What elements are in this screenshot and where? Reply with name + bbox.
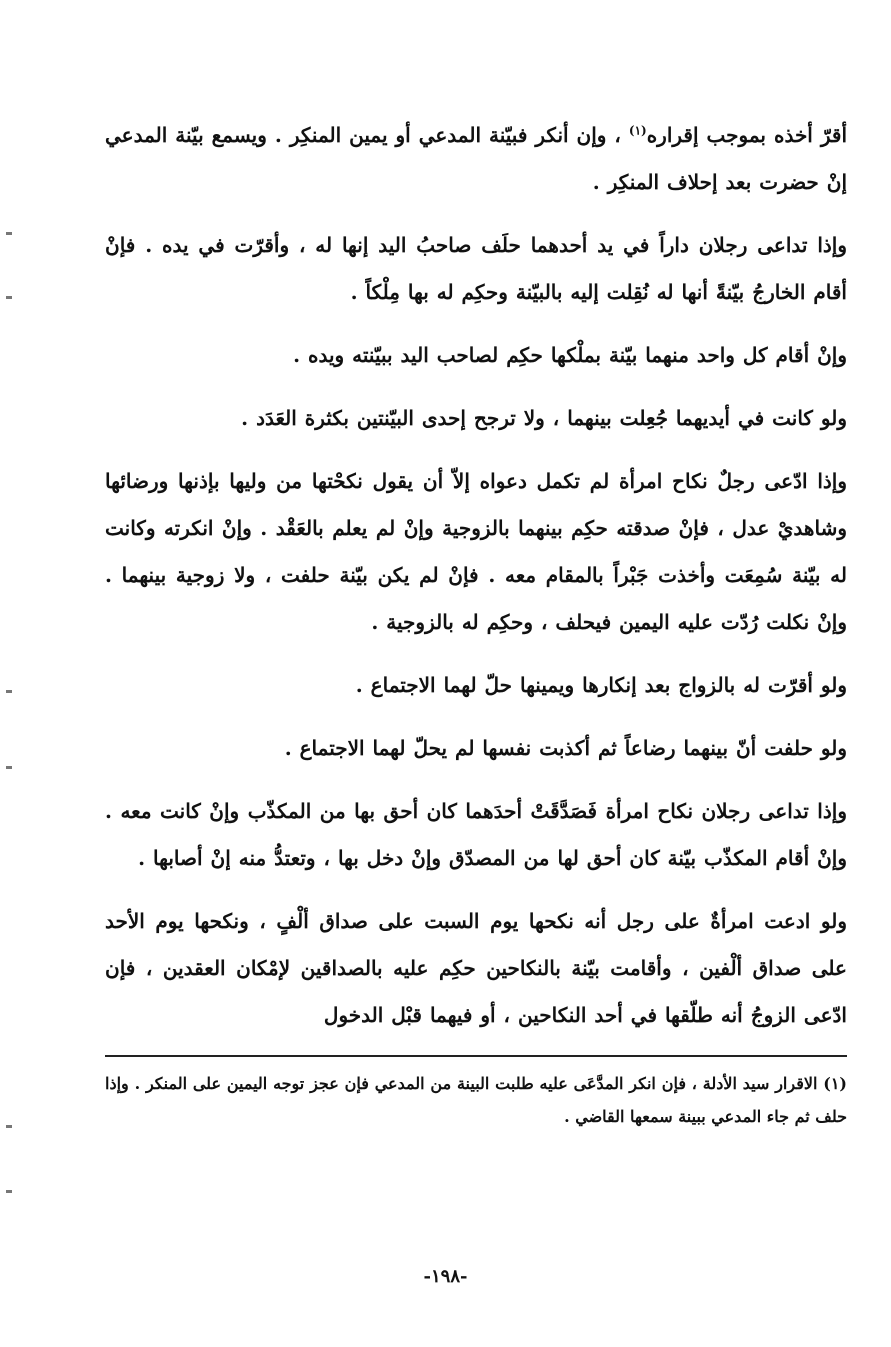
margin-mark bbox=[6, 232, 12, 235]
paragraph-5: وإذا ادّعى رجلٌ نكاح امرأة لم تكمل دعواه إلاّ أن يقول نكحْتها من وليها بإذنها ورضائها وشاهديْ عدل ، فإنْ صدقته حكِم بينهما بالزوجية وإنْ لم يعلم بالعَقْد . وإنْ انكرته وكانت له بيّنة سُمِعَت وأخذت جَبْراً بالمقام معه . فإنْ لم يكن بيّنة حلفت ، ولا زوجية بينهما . وإنْ نكلت رُدّت عليه اليمين فيحلف ، وحكِم له بالزوجية . bbox=[105, 469, 847, 634]
margin-mark bbox=[6, 1125, 12, 1128]
margin-mark bbox=[6, 1190, 12, 1193]
paragraph-4: ولو كانت في أيديهما جُعِلت بينهما ، ولا ترجح إحدى البيّنتين بكثرة العَدَد . bbox=[241, 406, 847, 430]
paragraph-1-text-b: ، وإن أنكر فبيّنة المدعي أو يمين المنكِر . ويسمع بيّنة المدعي إنْ حضرت بعد إحلاف المنكِر . bbox=[105, 123, 847, 194]
page-body bbox=[105, 112, 847, 1133]
paragraph-2: وإذا تداعى رجلان داراً في يد أحدهما حلَف صاحبُ اليد إنها له ، وأقرّت في يده . فإنْ أقام الخارجُ بيّنةً أنها له نُقِلت إليه بالبيّنة وحكِم له بها مِلْكاً . bbox=[105, 233, 847, 304]
paragraph-6: ولو أقرّت له بالزواج بعد إنكارها ويمينها حلّ لهما الاجتماع . bbox=[355, 673, 847, 697]
paragraph-9: ولو ادعت امرأةٌ على رجل أنه نكحها يوم السبت على صداق ألْفٍ ، ونكحها يوم الأحد على صداق ألْفين ، وأقامت بيّنة بالنكاحين حكِم عليه بالصداقين لإمْكان العقدين ، فإن ادّعى الزوجُ أنه طلّقها في أحد النكاحين ، أو فيهما قبْل الدخول bbox=[105, 909, 847, 1027]
paragraph-7: ولو حلفت أنّ بينهما رضاعاً ثم أكذبت نفسها لم يحلّ لهما الاجتماع . bbox=[284, 736, 847, 760]
footnote-reference: (١) bbox=[628, 123, 647, 138]
paragraph-8: وإذا تداعى رجلان نكاح امرأة فَصَدَّقَتْ أحدَهما كان أحق بها من المكذّب وإنْ كانت معه . وإنْ أقام المكذّب بيّنة كان أحق لها من المصدّق وإنْ دخل بها ، وتعتدُّ منه إنْ أصابها . bbox=[105, 799, 847, 870]
paragraph-3: وإنْ أقام كل واحد منهما بيّنة بملْكها حكِم لصاحب اليد ببيّنته ويده . bbox=[293, 343, 847, 367]
margin-mark bbox=[6, 766, 12, 769]
footnote: (١) الاقرار سيد الأدلة ، فإن انكر المدَّعَى عليه طلبت البينة من المدعي فإن عجز توجه اليمين على المنكر . وإذا حلف ثم جاء المدعي ببينة سمعها القاضي . bbox=[105, 1074, 847, 1126]
margin-mark bbox=[6, 690, 12, 693]
paragraph-1 bbox=[105, 112, 847, 206]
margin-mark bbox=[6, 296, 12, 299]
footnote-divider bbox=[105, 1055, 847, 1057]
page-number: -١٩٨- bbox=[423, 1266, 468, 1287]
paragraph-1-text-a: أقرّ أخذه بموجب إقراره bbox=[646, 123, 847, 147]
